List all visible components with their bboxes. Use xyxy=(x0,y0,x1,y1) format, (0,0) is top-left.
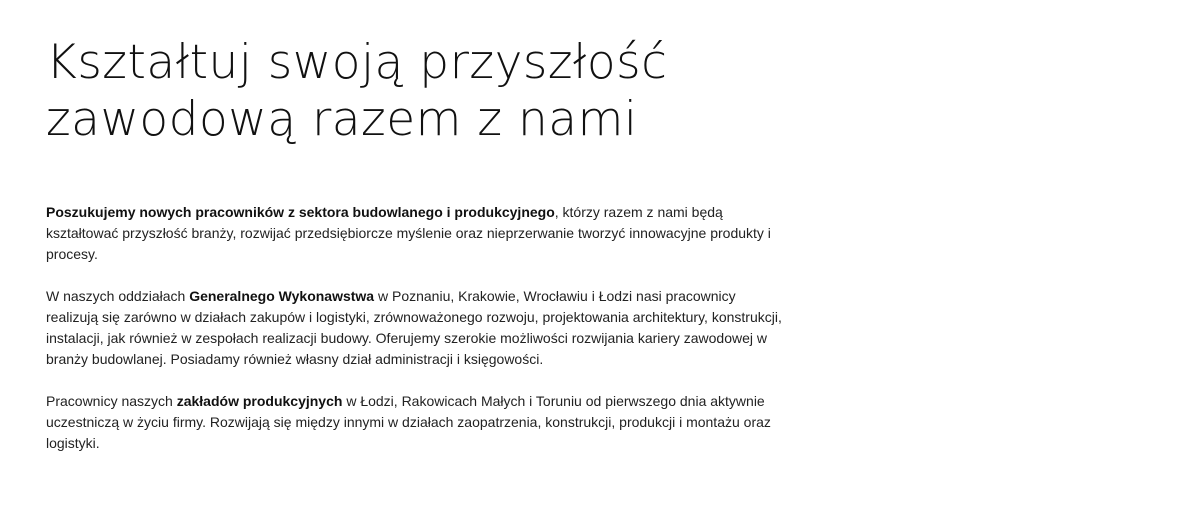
paragraph-general-contracting-bold: Generalnego Wykonawstwa xyxy=(189,288,375,304)
paragraph-general-contracting-lead: W naszych oddziałach xyxy=(46,288,190,304)
paragraph-production-plants-lead: Pracownicy naszych xyxy=(46,393,177,409)
paragraph-general-contracting xyxy=(46,286,791,370)
paragraph-general-contracting-text: w Poznaniu, Krakowie, Wrocławiu i Łodzi nasi pracownicy realizują się zarówno w działach zakupów i logistyki, zrównoważonego rozwoju, projektowania architektury, konstrukcji, instalacji, jak również w zespołach realizacji budowy. Oferujemy szerokie możliwości rozwijania kariery zawodowej w branży budowlanej. Posiadamy również własny dział administracji i księgowości. xyxy=(46,288,782,367)
paragraph-recruitment xyxy=(46,202,791,265)
page-title-line-2: zawodową razem z nami xyxy=(46,92,638,147)
careers-section xyxy=(46,34,806,475)
paragraph-production-plants-text: w Łodzi, Rakowicach Małych i Toruniu od pierwszego dnia aktywnie uczestniczą w życiu firmy. Rozwijają się między innymi w działach zaopatrzenia, konstrukcji, produkcji i montażu oraz logistyki. xyxy=(46,393,771,451)
page-title xyxy=(46,34,806,148)
paragraph-production-plants-bold: zakładów produkcyjnych xyxy=(176,393,343,409)
intro-text xyxy=(46,202,791,454)
paragraph-recruitment-text: , którzy razem z nami będą kształtować przyszłość branży, rozwijać przedsiębiorcze myślenie oraz nieprzerwanie tworzyć innowacyjne produkty i procesy. xyxy=(46,204,771,262)
paragraph-recruitment-bold: Poszukujemy nowych pracowników z sektora budowlanego i produkcyjnego xyxy=(46,204,555,220)
page-title-line-1: Kształtuj swoją przyszłość xyxy=(46,35,668,90)
paragraph-production-plants xyxy=(46,391,791,454)
